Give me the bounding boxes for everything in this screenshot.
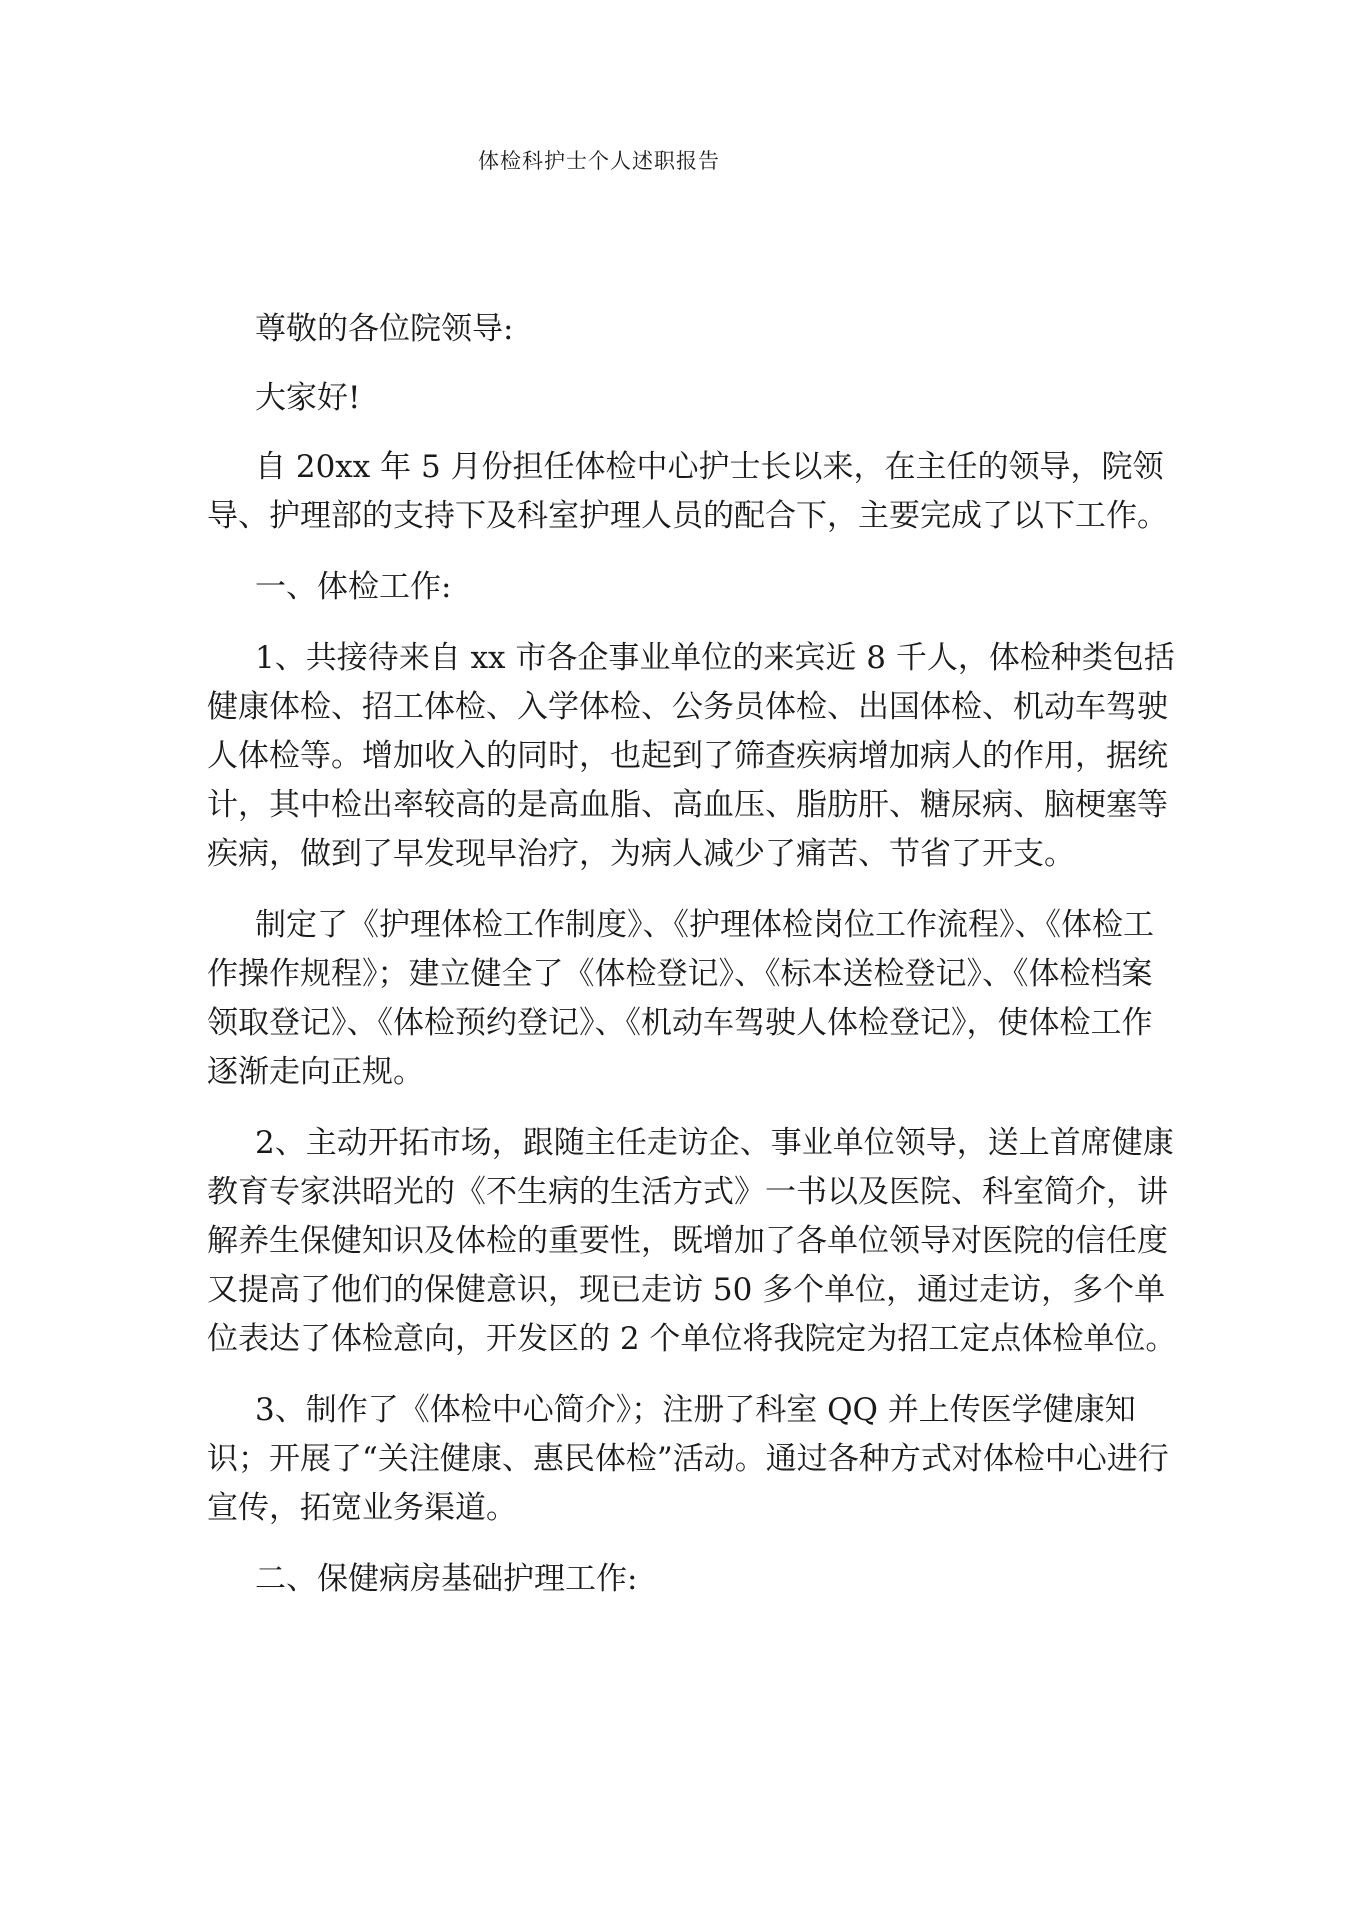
document-title: 体检科护士个人述职报告 <box>478 149 720 173</box>
intro-paragraph: 自 20xx 年 5 月份担任体检中心护士长以来，在主任的领导，院领导、护理部的支持下及科室护理人员的配合下，主要完成了以下工作。 <box>207 449 1168 534</box>
paragraph-item-1: 1、共接待来自 xx 市各企事业单位的来宾近 8 千人，体检种类包括健康体检、招工体检、入学体检、公务员体检、出国体检、机动车驾驶人体检等。增加收入的同时，也起到了筛查疾病增加病人的作用，据统计，其中检出率较高的是高血脂、高血压、脂肪肝、糖尿病、脑梗塞等疾病，做到了早发现早治疗，为病人减少了痛苦、节省了开支。 <box>207 640 1175 872</box>
salutation: 尊敬的各位院领导: <box>255 311 514 347</box>
section-heading-2: 二、保健病房基础护理工作: <box>255 1561 638 1597</box>
greeting: 大家好! <box>255 380 361 416</box>
document-body <box>207 305 1177 1604</box>
section-heading-1: 一、体检工作: <box>255 569 452 605</box>
paragraph-regulations: 制定了《护理体检工作制度》、《护理体检岗位工作流程》、《体检工作操作规程》；建立健全了《体检登记》、《标本送检登记》、《体检档案领取登记》、《体检预约登记》、《机动车驾驶人体检登记》，使体检工作逐渐走向正规。 <box>207 907 1154 1090</box>
paragraph-item-3: 3、制作了《体检中心简介》；注册了科室 QQ 并上传医学健康知识；开展了“关注健康、惠民体检”活动。通过各种方式对体检中心进行宣传，拓宽业务渠道。 <box>207 1392 1169 1526</box>
paragraph-item-2: 2、主动开拓市场，跟随主任走访企、事业单位领导，送上首席健康教育专家洪昭光的《不生病的生活方式》一书以及医院、科室简介，讲解养生保健知识及体检的重要性，既增加了各单位领导对医院的信任度又提高了他们的保健意识，现已走访 50 多个单位，通过走访，多个单位表达了体检意向，开发区的 2 个单位将我院定为招工定点体检单位。 <box>207 1125 1177 1357</box>
